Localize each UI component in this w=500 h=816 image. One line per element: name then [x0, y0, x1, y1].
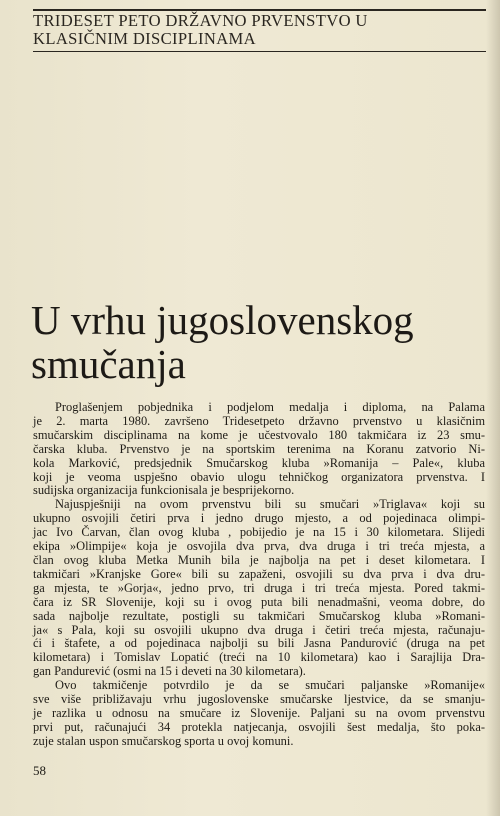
article-body: [33, 401, 485, 749]
body-line: ekipa »Olimpije« koja je osvojila dva prva, dva druga i tri treća mjesta, a: [33, 539, 485, 554]
article-title: [31, 298, 491, 386]
body-line: čarska kluba. Prvenstvo je na sportskim terenima na Koranu zatvorio Ni-: [33, 441, 485, 456]
section-header: [33, 12, 493, 48]
body-line: ga mjesta, te »Gorja«, jedno prvo, tri druga i tri treća mjesta. Pored takmi-: [33, 580, 485, 595]
body-line: član ovog kluba Metka Munih bila je najbolja na pet i deset kilometara. I: [33, 552, 485, 567]
body-line: ći i štafete, a od pojedinaca najbolji su bili Jasna Pandurović (druga na pet: [33, 636, 485, 651]
body-line: kola Marković, predsjednik Smučarskog kluba »Romanija – Pale«, kluba: [33, 455, 485, 470]
body-line: Proglašenjem pobjednika i podjelom medalja i diploma, na Palama: [55, 400, 485, 414]
page-spine-shadow: [486, 0, 500, 816]
body-line: takmičari »Kranjske Gore« bili su zapaženi, osvojili su dva prva i dva dru-: [33, 566, 485, 581]
body-line: sada najbolje rezultate, postigli su takmičari Smučarskog kluba »Romani-: [33, 608, 485, 623]
section-header-line-1: TRIDESET PETO DRŽAVNO PRVENSTVO U: [33, 11, 368, 30]
article-title-line-2: smučanja: [31, 341, 186, 387]
body-line: je 2. marta 1980. završeno Tridesetpeto državno prvenstvo u klasičnim: [33, 413, 485, 428]
body-line: je razlika u odnosu na smučare iz Slovenije. Paljani su na ovom prvenstvu: [33, 705, 485, 720]
body-line: čara iz SR Slovenije, koji su i ovog puta bili nenadmašni, veoma dobre, do: [33, 594, 485, 609]
article-title-line-1: U vrhu jugoslovenskog: [31, 297, 414, 343]
body-line: Najuspješniji na ovom prvenstvu bili su smučari »Triglava« koji su: [55, 497, 485, 512]
body-line: ukupno osvojili četiri prva i jedno drugo mjesto, a od pojedinaca olimpi-: [33, 511, 485, 526]
body-line: Ovo takmičenje potvrdilo je da se smučari paljanske »Romanije«: [55, 678, 485, 693]
header-rule-bottom: [33, 51, 486, 52]
body-line: sudijska organizacija funkcionisala je besprijekorno.: [33, 483, 295, 498]
body-line: jac Ivo Čarvan, član ovog kluba , pobijedio je na 15 i 30 kilometara. Slijedi: [33, 525, 485, 540]
body-line: sve više približavaju vrhu jugoslovenske smučarske ljestvice, da se smanju-: [33, 692, 485, 707]
section-header-line-2: KLASIČNIM DISCIPLINAMA: [33, 29, 256, 48]
body-line: koji je veoma uspješno obavio ulogu tehničkog organizatora prvenstva. I: [33, 469, 485, 484]
page-number: 58: [33, 763, 46, 778]
body-line: smučarskim disciplinama na kome je učestvovalo 180 takmičara iz 23 smu-: [33, 427, 485, 442]
body-line: ja« s Pala, koji su osvojili ukupno dva druga i četiri treća mjesta, računaju-: [33, 622, 485, 637]
body-line: zuje stalan uspon smučarskog sporta u ovoj komuni.: [33, 733, 294, 748]
body-line: kilometara) i Tomislav Lopatić (treći na 10 kilometara) kao i Sarajlija Dra-: [33, 650, 485, 665]
body-line: gan Pandurević (osmi na 15 i deveti na 30 kilometara).: [33, 664, 306, 679]
body-line: prvi put, računajući 34 protekla natjecanja, osvojili šest medalja, što poka-: [33, 719, 485, 734]
